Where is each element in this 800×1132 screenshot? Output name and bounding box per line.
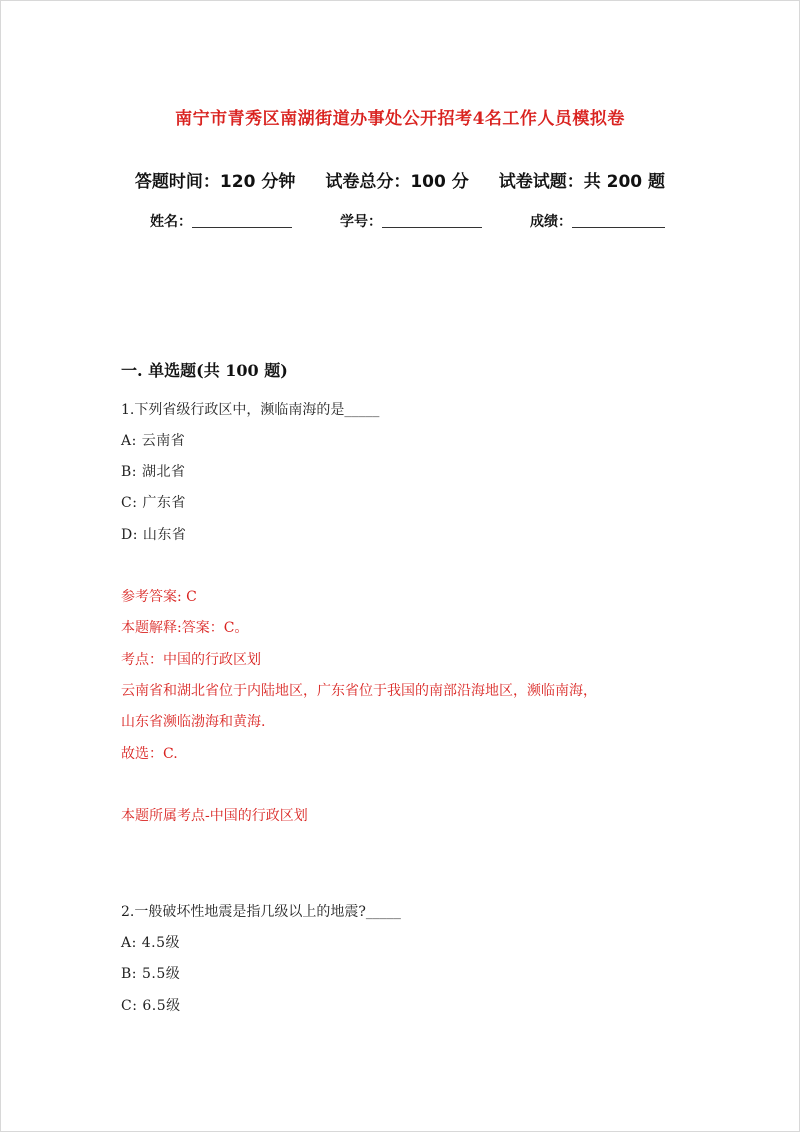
question-1-option-d: D: 山东省 (121, 527, 187, 543)
score-label: 成绩： (530, 214, 572, 230)
name-blank[interactable] (192, 213, 292, 228)
exam-total-score: 试卷总分：100 分 (325, 172, 469, 192)
name-field[interactable] (150, 211, 292, 231)
question-1-analysis-line-1: 云南省和湖北省位于内陆地区，广东省位于我国的南部沿海地区，濒临南海， (121, 683, 597, 699)
exam-time: 答题时间：120 分钟 (134, 172, 296, 192)
question-1-topic: 本题所属考点-中国的行政区划 (121, 808, 308, 824)
name-label: 姓名： (150, 214, 192, 230)
exam-question-count: 试卷试题：共 200 题 (498, 172, 666, 192)
question-1-analysis-line-2: 山东省濒临渤海和黄海. (121, 714, 266, 730)
page-title: 南宁市青秀区南湖街道办事处公开招考4名工作人员模拟卷 (175, 109, 625, 129)
question-1-option-b: B: 湖北省 (121, 464, 186, 480)
question-1-stem: 1.下列省级行政区中，濒临南海的是_____ (121, 402, 380, 418)
question-1-explanation: 本题解释:答案：C。 (121, 620, 249, 636)
question-1-choice: 故选：C. (121, 746, 178, 762)
question-1-answer: 参考答案: C (121, 589, 197, 605)
question-2-stem: 2.一般破坏性地震是指几级以上的地震?_____ (121, 904, 401, 920)
question-2-option-a: A: 4.5级 (121, 935, 181, 951)
section-title: 一. 单选题(共 100 题) (121, 361, 288, 380)
question-1-knowledge-point: 考点：中国的行政区划 (121, 652, 261, 668)
question-2-option-c: C: 6.5级 (121, 998, 181, 1014)
exam-info-row (0, 167, 800, 192)
question-1-option-a: A: 云南省 (121, 433, 186, 449)
score-blank[interactable] (572, 213, 665, 228)
student-id-field[interactable] (340, 211, 482, 231)
student-id-label: 学号： (340, 214, 382, 230)
score-field[interactable] (530, 211, 665, 231)
question-2-option-b: B: 5.5级 (121, 966, 181, 982)
student-id-blank[interactable] (382, 213, 482, 228)
question-1-option-c: C: 广东省 (121, 495, 186, 511)
